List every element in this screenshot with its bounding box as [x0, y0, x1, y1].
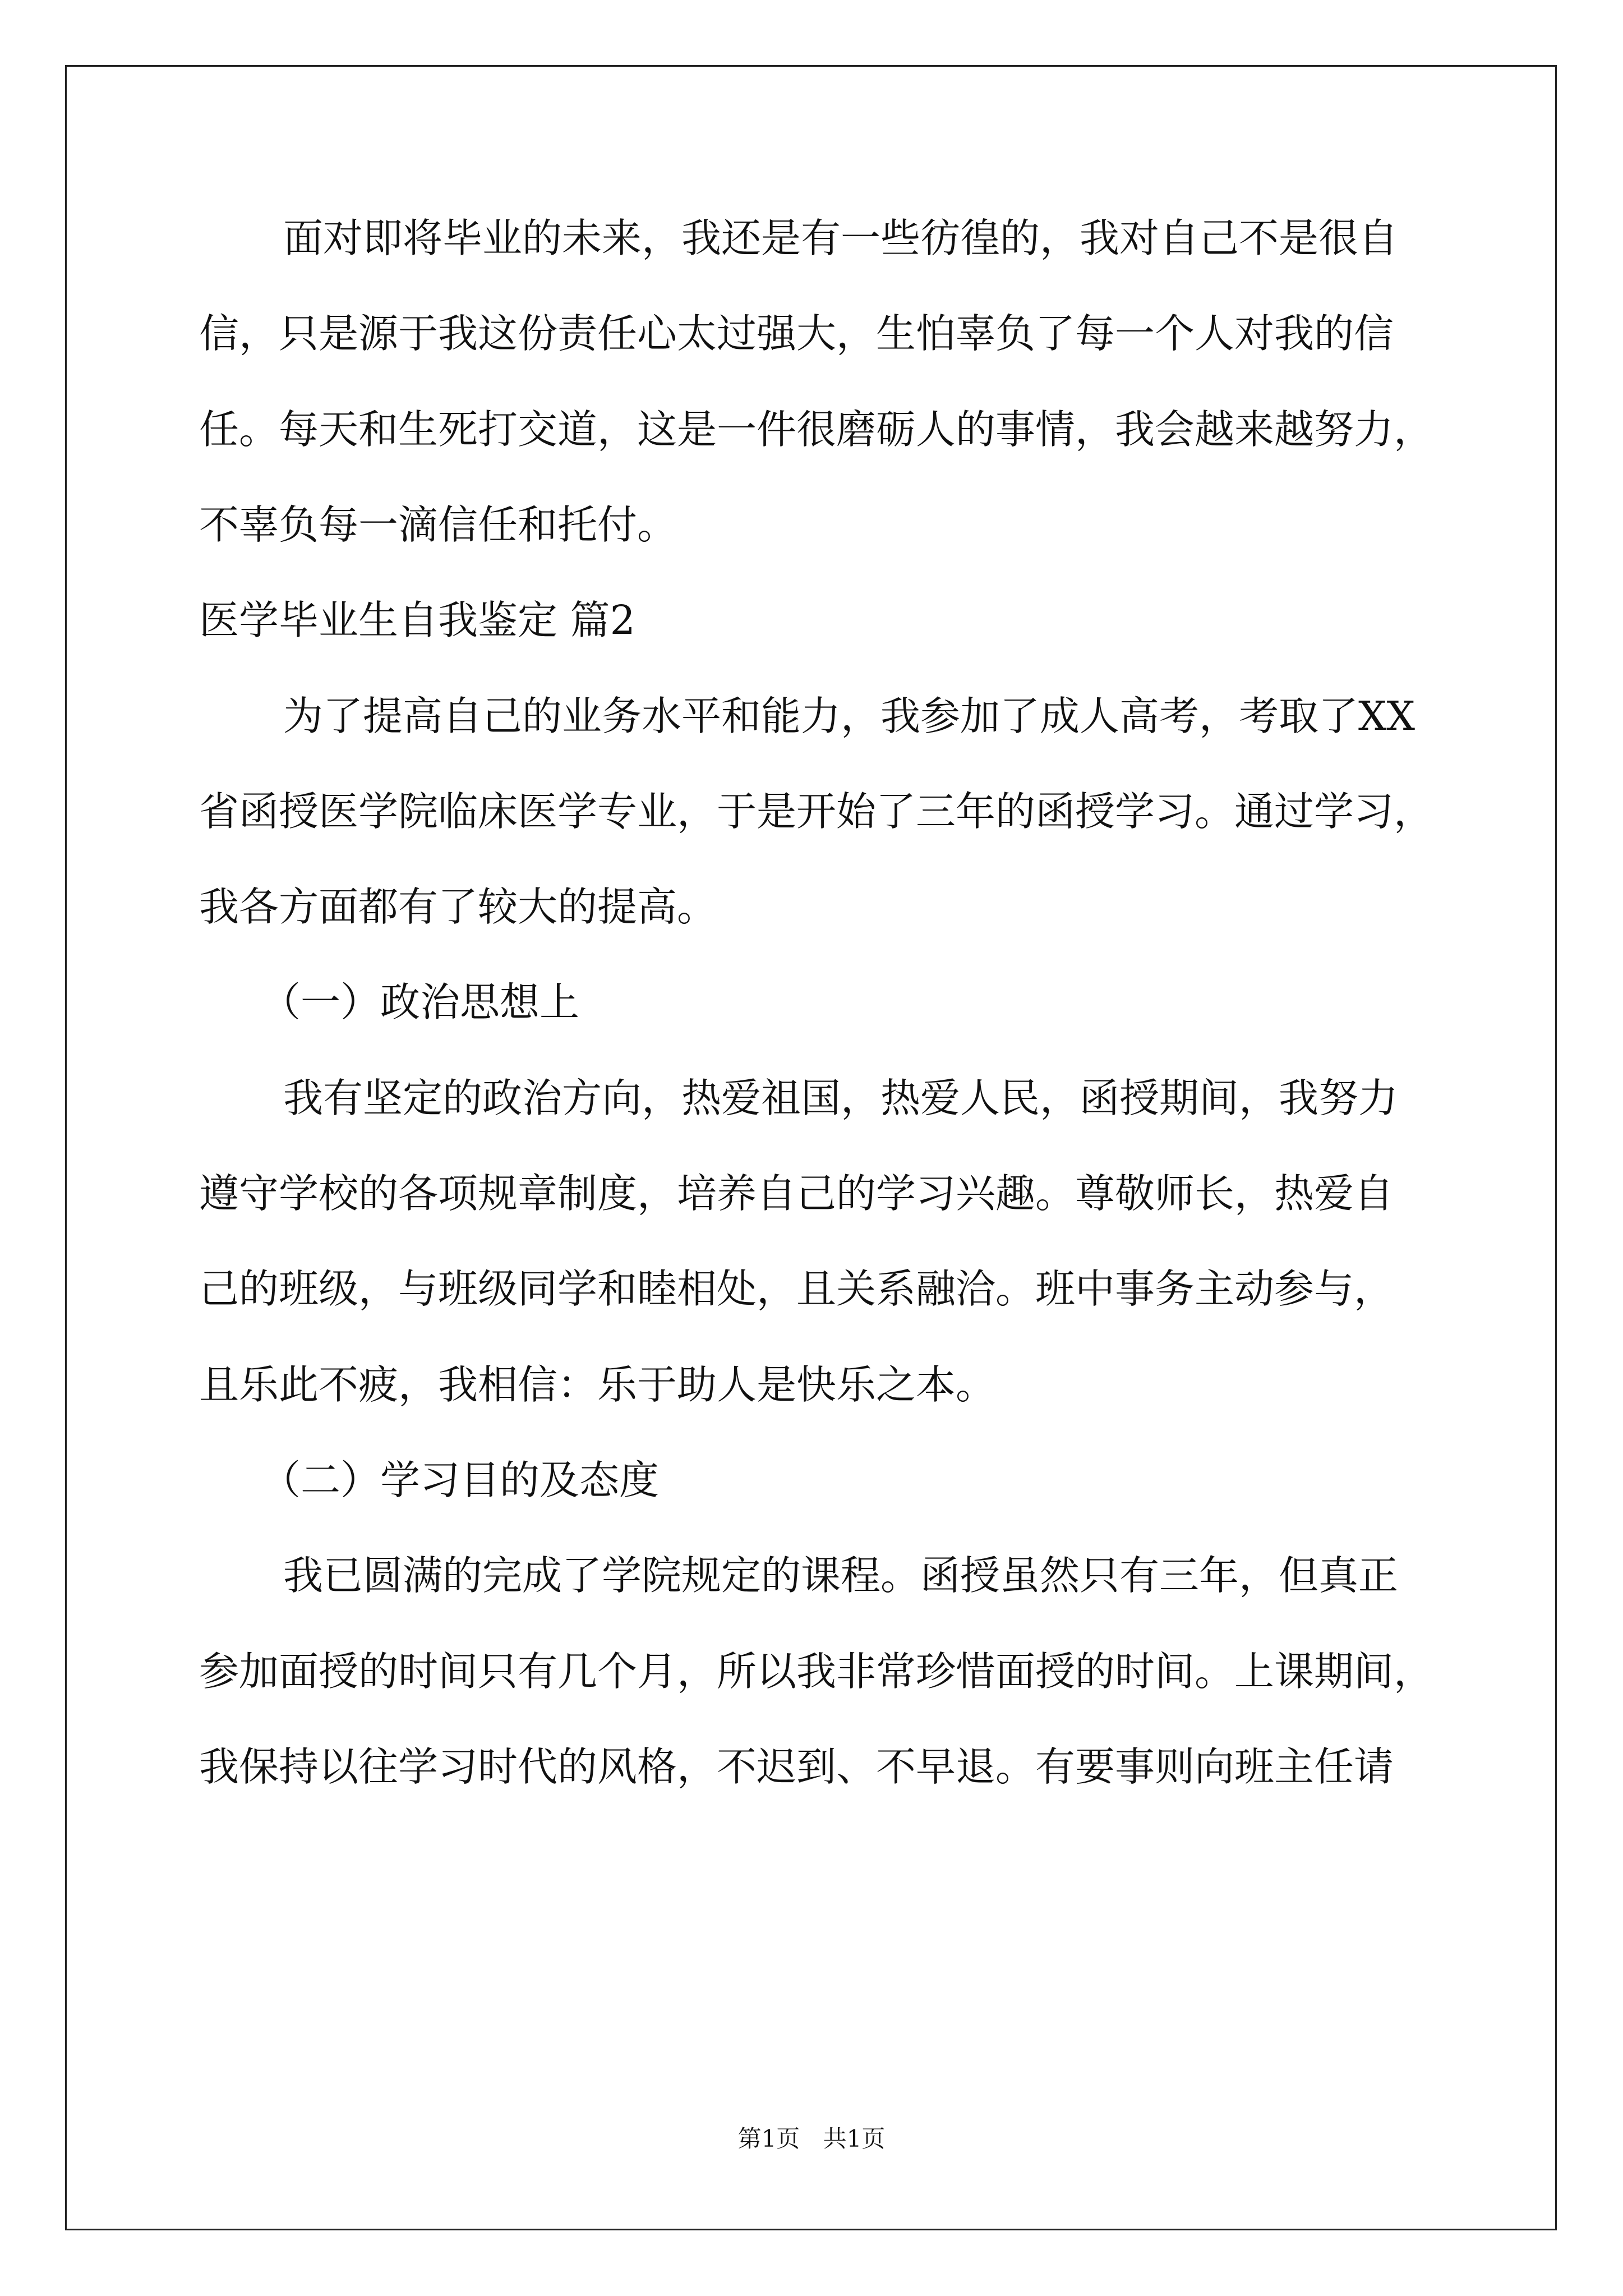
paragraph-line: 不辜负每一滴信任和托付。	[199, 501, 677, 548]
subheading: （二）学习目的及态度	[261, 1457, 660, 1503]
page-total: 共1页	[823, 2125, 886, 2152]
paragraph-line: 己的班级，与班级同学和睦相处，且关系融洽。班中事务主动参与，	[199, 1266, 1394, 1312]
section-heading: 医学毕业生自我鉴定 篇2	[199, 597, 635, 643]
paragraph-line: 我保持以往学习时代的风格，不迟到、不早退。有要事则向班主任请	[199, 1743, 1394, 1790]
paragraph-line: 我已圆满的完成了学院规定的课程。函授虽然只有三年，但真正	[283, 1552, 1399, 1599]
paragraph-line: 面对即将毕业的未来，我还是有一些彷徨的，我对自己不是很自	[283, 215, 1399, 261]
paragraph-line: 我各方面都有了较大的提高。	[199, 884, 717, 930]
paragraph-line: 遵守学校的各项规章制度，培养自己的学习兴趣。尊敬师长，热爱自	[199, 1170, 1394, 1217]
page-number: 第1页	[737, 2125, 800, 2152]
paragraph-line: 为了提高自己的业务水平和能力，我参加了成人高考，考取了XX	[283, 693, 1415, 739]
subheading: （一）政治思想上	[261, 979, 580, 1025]
paragraph-line: 且乐此不疲，我相信：乐于助人是快乐之本。	[199, 1361, 996, 1408]
page-border	[65, 65, 1557, 2230]
paragraph-line: 参加面授的时间只有几个月，所以我非常珍惜面授的时间。上课期间，	[199, 1648, 1434, 1695]
paragraph-line: 信，只是源于我这份责任心太过强大，生怕辜负了每一个人对我的信	[199, 310, 1394, 357]
paragraph-line: 任。每天和生死打交道，这是一件很磨砺人的事情，我会越来越努力，	[199, 406, 1434, 453]
paragraph-line: 省函授医学院临床医学专业，于是开始了三年的函授学习。通过学习，	[199, 788, 1434, 835]
paragraph-line: 我有坚定的政治方向，热爱祖国，热爱人民，函授期间，我努力	[283, 1075, 1399, 1121]
page-footer	[0, 2125, 1623, 2153]
